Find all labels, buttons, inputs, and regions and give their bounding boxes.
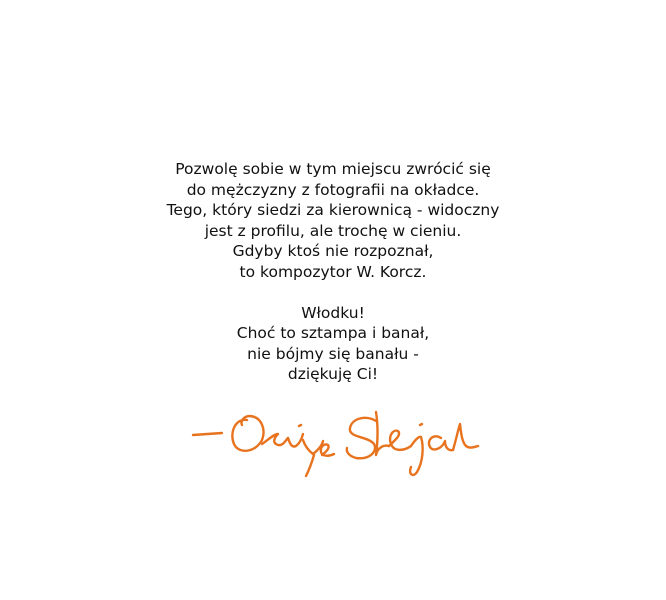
letter-line: jest z profilu, ale trochę w cieniu. <box>204 221 462 240</box>
letter-line: Pozwolę sobie w tym miejscu zwrócić się <box>175 160 491 178</box>
signature-stroke <box>321 444 334 455</box>
letter-line: Choć to sztampa i banał, <box>236 324 430 342</box>
signature-stroke <box>347 418 376 458</box>
signature-stroke <box>420 424 422 425</box>
letter-line: Tego, który siedzi za kierownicą - widoczny <box>166 201 500 219</box>
signature-dash <box>193 433 222 435</box>
letter-line: nie bójmy się banału - <box>247 344 419 363</box>
signature-stroke <box>429 436 453 450</box>
signature-stroke <box>453 424 478 450</box>
letter-line: do mężczyzny z fotografii na okładce. <box>186 180 480 199</box>
signature-stroke <box>306 455 314 476</box>
signature-stroke <box>389 431 411 450</box>
letter-line: Gdyby ktoś nie rozpoznał, <box>232 242 434 260</box>
signature-stroke <box>299 425 301 426</box>
signature-stroke <box>288 434 303 447</box>
signature-stroke <box>262 434 288 445</box>
signature-strokes <box>193 412 478 476</box>
signature-stroke <box>232 416 263 451</box>
signature-stroke <box>410 437 423 475</box>
signature-stroke <box>376 412 389 455</box>
letter-line: Włodku! <box>301 303 365 322</box>
letter-line: to kompozytor W. Korcz. <box>239 262 427 281</box>
letter-line: dziękuję Ci! <box>287 365 379 383</box>
